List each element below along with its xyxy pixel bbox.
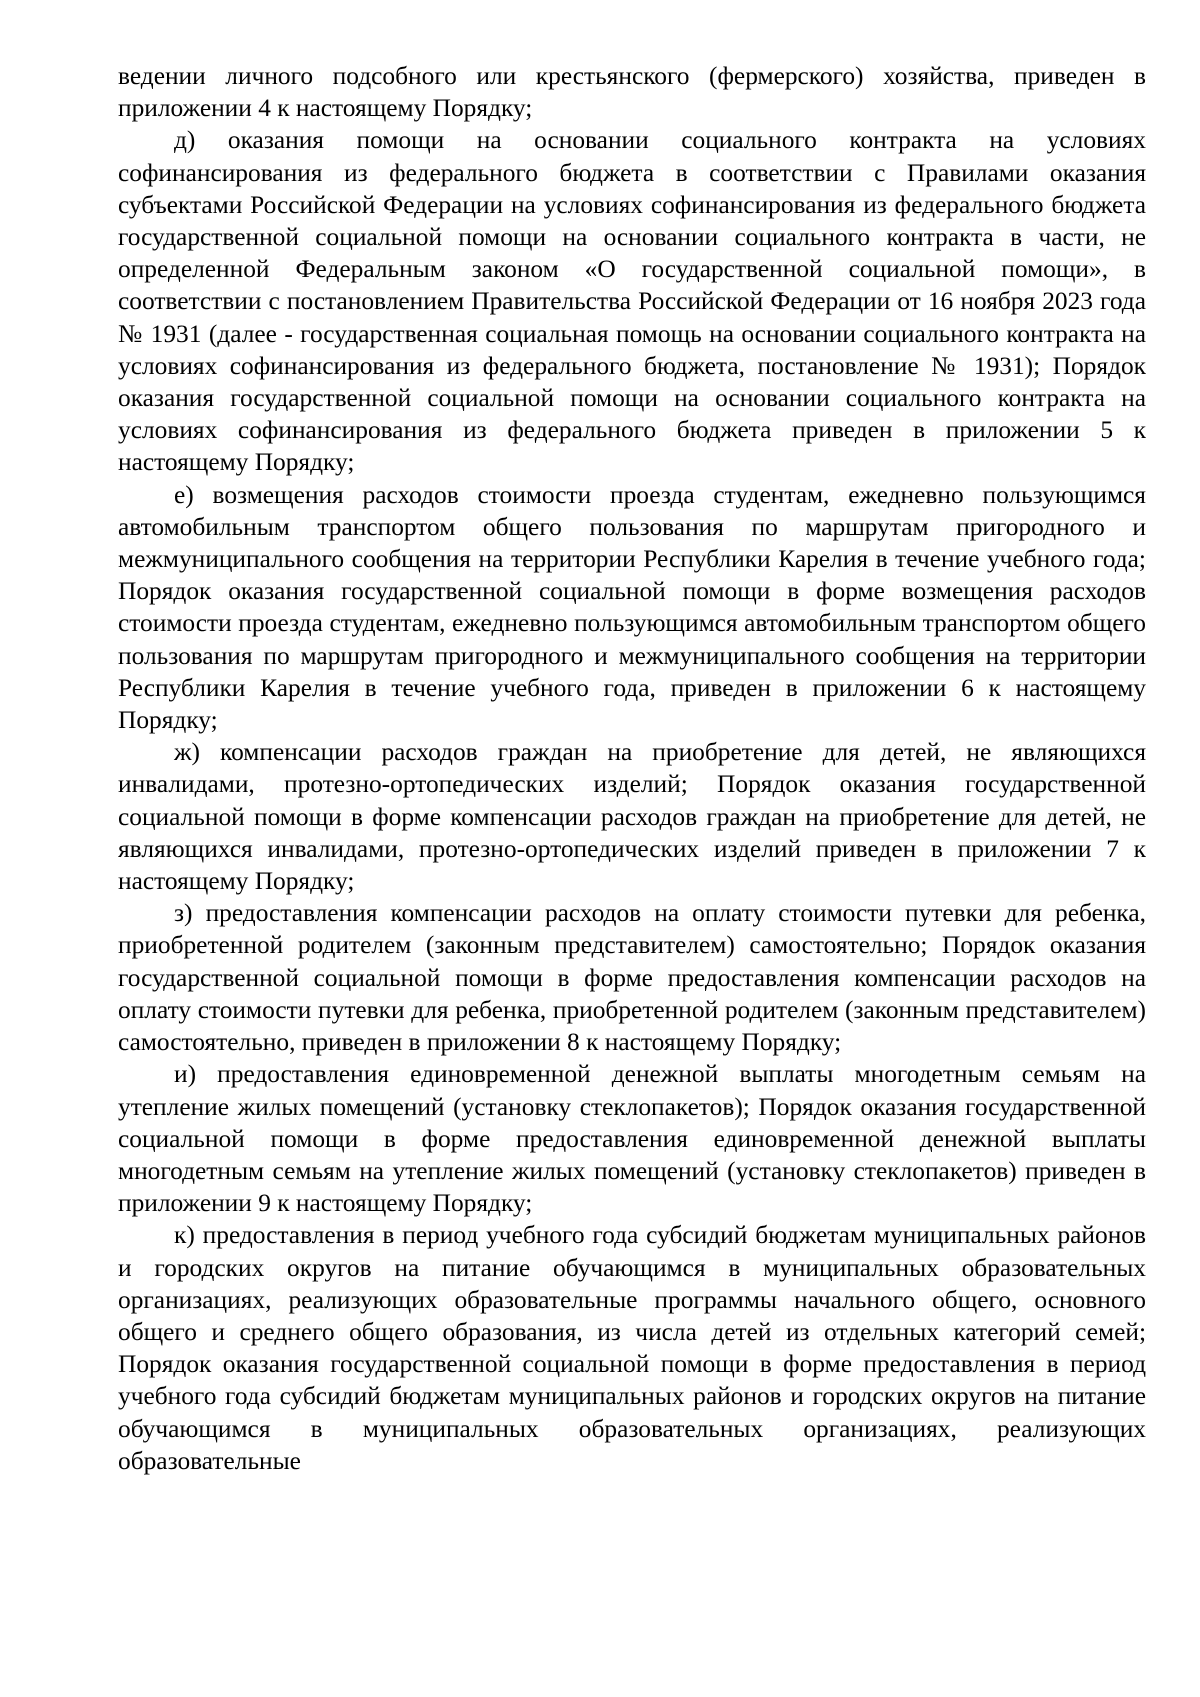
paragraph-item-k: к) предоставления в период учебного года субсидий бюджетам муниципальных районов и городских округов на питание обучающимся в муниципальных образовательных организациях, реализующих образовательные программы начального общего, основного общего и среднего общего образования, из числа детей из отдельных категорий семей; Порядок оказания государственной социальной помощи в форме предоставления в период учебного года субсидий бюджетам муниципальных районов и городских округов на питание обучающимся в муниципальных образовательных организациях, реализующих образовательные xyxy=(118,1221,1146,1475)
paragraph-item-i: и) предоставления единовременной денежной выплаты многодетным семьям на утепление жилых помещений (установку стеклопакетов); Порядок оказания государственной социальной помощи в форме предоставления единовременной денежной выплаты многодетным семьям на утепление жилых помещений (установку стеклопакетов) приведен в приложении 9 к настоящему Порядку; xyxy=(118,1060,1146,1218)
paragraph-item-d: д) оказания помощи на основании социального контракта на условиях софинансирования из федерального бюджета в соответствии с Правилами оказания субъектами Российской Федерации на условиях софинансирования из федерального бюджета государственной социальной помощи на основании социального контракта в части, не определенной Федеральным законом «О государственной социальной помощи», в соответствии с постановлением Правительства Российской Федерации от 16 ноября 2023 года № 1931 (далее - государственная социальная помощь на основании социального контракта на условиях софинансирования из федерального бюджета, постановление № 1931); Порядок оказания государственной социальной помощи на основании социального контракта на условиях софинансирования из федерального бюджета приведен в приложении 5 к настоящему Порядку; xyxy=(118,126,1146,477)
paragraph-item-zh: ж) компенсации расходов граждан на приобретение для детей, не являющихся инвалидами, протезно-ортопедических изделий; Порядок оказания государственной социальной помощи в форме компенсации расходов граждан на приобретение для детей, не являющихся инвалидами, протезно-ортопедических изделий приведен в приложении 7 к настоящему Порядку; xyxy=(118,738,1146,896)
paragraph-continuation: ведении личного подсобного или крестьянского (фермерского) хозяйства, приведен в приложении 4 к настоящему Порядку; xyxy=(118,62,1146,123)
paragraph-item-z: з) предоставления компенсации расходов на оплату стоимости путевки для ребенка, приобретенной родителем (законным представителем) самостоятельно; Порядок оказания государственной социальной помощи в форме предоставления компенсации расходов на оплату стоимости путевки для ребенка, приобретенной родителем (законным представителем) самостоятельно, приведен в приложении 8 к настоящему Порядку; xyxy=(118,899,1146,1057)
document-page xyxy=(118,60,1146,1477)
paragraph-item-e: е) возмещения расходов стоимости проезда студентам, ежедневно пользующимся автомобильным транспортом общего пользования по маршрутам пригородного и межмуниципального сообщения на территории Республики Карелия в течение учебного года; Порядок оказания государственной социальной помощи в форме возмещения расходов стоимости проезда студентам, ежедневно пользующимся автомобильным транспортом общего пользования по маршрутам пригородного и межмуниципального сообщения на территории Республики Карелия в течение учебного года, приведен в приложении 6 к настоящему Порядку; xyxy=(118,480,1146,735)
